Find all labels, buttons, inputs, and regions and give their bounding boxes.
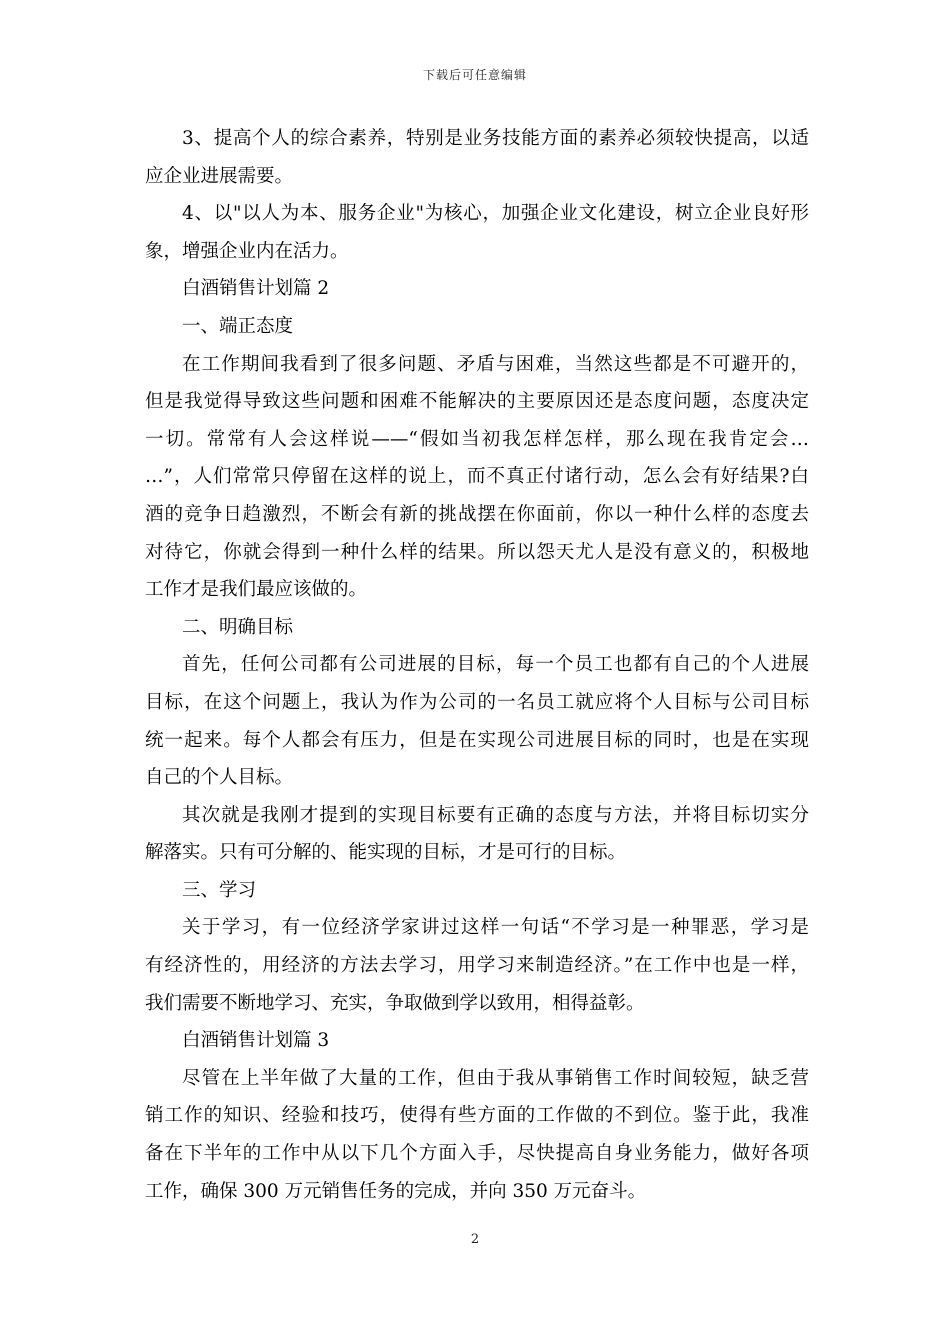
text-line: 工作才是我们最应该做的。 [145,579,368,601]
text-line: 销工作的知识、经验和技巧，使得有些方面的工作做的不到位。鉴于此，我准 [145,1105,809,1127]
text-line: 我们需要不断地学习、充实，争取做到学以致用，相得益彰。 [145,992,645,1014]
text-line: 酒的竞争日趋激烈，不断会有新的挑战摆在你面前，你以一种什么样的态度去 [145,503,809,525]
text-line: 备在下半年的工作中从以下几个方面入手，尽快提高自身业务能力，做好各项 [145,1143,809,1165]
text-line: 3、提高个人的综合素养，特别是业务技能方面的素养必须较快提高，以适 [182,128,809,149]
text-line: …”，人们常常只停留在这样的说上，而不真正付诸行动，怎么会有好结果?白 [145,466,809,488]
text-line: 尽管在上半年做了大量的工作，但由于我从事销售工作时间较短，缺乏营 [182,1067,809,1089]
text-line: 4、以"以人为本、服务企业"为核心，加强企业文化建设，树立企业良好形 [182,203,809,225]
text-line: 有经济性的，用经济的方法去学习，用学习来制造经济。”在工作中也是一样， [145,955,809,977]
page-number: 2 [470,1232,480,1247]
text-line: 三、学习 [182,879,257,901]
text-line: 首先，任何公司都有公司进展的目标，每一个员工也都有自己的个人进展 [182,654,809,676]
text-line: 但是我觉得导致这些问题和困难不能解决的主要原因还是态度问题，态度决定 [145,391,809,413]
text-line: 统一起来。每个人都会有压力，但是在实现公司进展目标的同时，也是在实现 [145,729,809,751]
text-line: 关于学习，有一位经济学家讲过这样一句话“不学习是一种罪恶，学习是 [182,917,809,939]
document-body [145,120,809,1210]
text-line: 解落实。只有可分解的、能实现的目标，才是可行的目标。 [145,842,627,864]
text-line: 应企业进展需要。 [145,165,294,187]
text-line: 目标，在这个问题上，我认为作为公司的一名员工就应将个人目标与公司目标 [145,691,809,713]
text-line: 二、明确目标 [182,616,294,638]
text-line: 对待它，你就会得到一种什么样的结果。所以怨天尤人是没有意义的，积极地 [145,541,809,563]
text-line: 在工作期间我看到了很多问题、矛盾与困难，当然这些都是不可避开的， [182,353,809,375]
text-line: 其次就是我刚才提到的实现目标要有正确的态度与方法，并将目标切实分 [182,804,809,826]
text-line: 工作，确保 300 万元销售任务的完成，并向 350 万元奋斗。 [145,1180,647,1202]
text-line: 一切。常常有人会这样说——“假如当初我怎样怎样，那么现在我肯定会… [145,428,809,450]
page-header: 下载后可任意编辑 [422,68,527,82]
text-line: 白酒销售计划篇 3 [182,1030,330,1052]
text-line: 白酒销售计划篇 2 [182,278,330,300]
text-line: 象，增强企业内在活力。 [145,240,349,262]
text-line: 自己的个人目标。 [145,767,294,789]
text-line: 一、端正态度 [182,315,294,337]
